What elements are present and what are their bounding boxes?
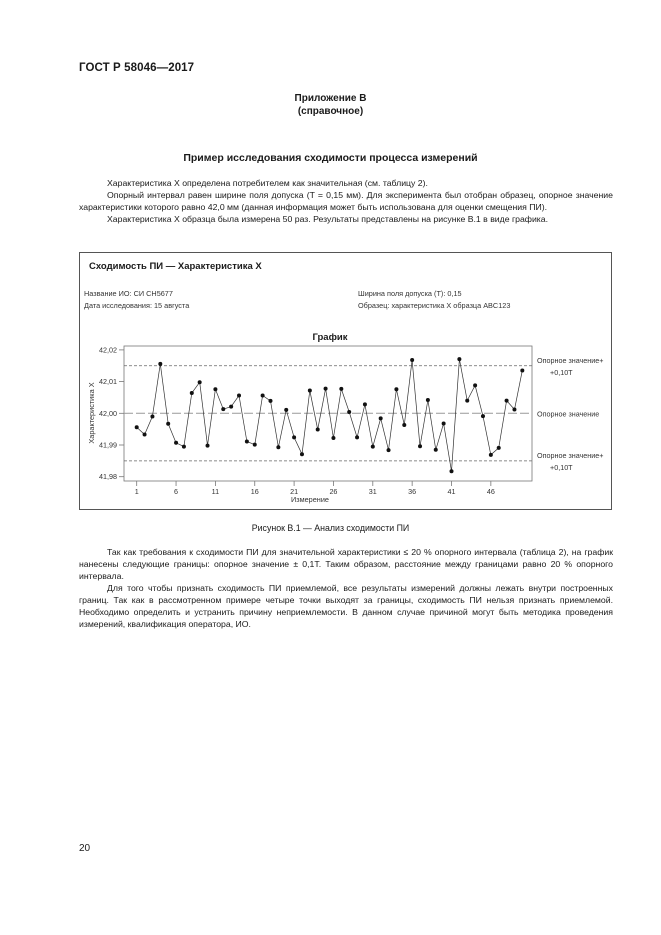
data-point (174, 441, 178, 445)
reference-label: Опорное значение+ (537, 450, 604, 460)
data-point (497, 446, 501, 450)
data-point (347, 410, 351, 414)
sample-description: Образец: характеристика X образца ABC123 (358, 301, 511, 310)
appendix-title: Приложение В (294, 93, 367, 104)
y-tick-label: 42,02 (99, 345, 117, 355)
data-point (434, 448, 438, 452)
tolerance-width: Ширина поля допуска (T): 0,15 (358, 289, 462, 298)
x-tick-label: 36 (408, 487, 417, 496)
y-axis (99, 345, 124, 481)
x-axis-label: Измерение (291, 495, 329, 504)
y-tick-label: 41,98 (99, 472, 117, 482)
data-point (206, 444, 210, 448)
x-axis (135, 481, 495, 496)
data-point (261, 394, 265, 398)
x-tick-label: 31 (368, 487, 377, 496)
data-point (465, 399, 469, 403)
data-point (402, 423, 406, 427)
reference-label: +0,10T (550, 462, 573, 472)
figure-caption: Рисунок В.1 — Анализ сходимости ПИ (251, 523, 410, 533)
page-number: 20 (79, 843, 91, 854)
data-point (292, 435, 296, 439)
section-title: Пример исследования сходимости процесса измерений (183, 152, 478, 164)
data-point (442, 421, 446, 425)
data-point (489, 453, 493, 457)
data-point (308, 388, 312, 392)
x-tick-label: 16 (250, 487, 259, 496)
data-point (426, 398, 430, 402)
data-point (410, 358, 414, 362)
data-point (331, 436, 335, 440)
data-point (198, 380, 202, 384)
x-tick-label: 11 (211, 487, 220, 496)
reference-lines (124, 356, 603, 472)
figure-box-title: Сходимость ПИ — Характеристика X (89, 261, 262, 272)
data-point (237, 394, 241, 398)
standard-designation: ГОСТ Р 58046—2017 (79, 62, 195, 74)
conclusion-paragraph: Так как требования к сходимости ПИ для значительной характеристики ≤ 20 % опорного интервала (таблица 2), на график нанесены следующие границы: опорное значение ± 0,1T. Таким образом, расстояние между границами равно 20 % опорного интервала. (79, 547, 613, 581)
data-point (253, 443, 257, 447)
data-series (135, 357, 525, 473)
x-tick-label: 46 (486, 487, 495, 496)
reference-label: Опорное значение+ (537, 355, 604, 365)
series-line (137, 359, 523, 471)
data-point (418, 444, 422, 448)
data-point (324, 387, 328, 391)
data-point (450, 469, 454, 473)
reference-label: +0,10T (550, 367, 573, 377)
data-point (512, 407, 516, 411)
data-point (379, 416, 383, 420)
x-tick-label: 41 (447, 487, 456, 496)
data-point (143, 433, 147, 437)
data-point (394, 387, 398, 391)
data-point (316, 427, 320, 431)
chart-title: График (312, 332, 348, 343)
x-tick-label: 6 (174, 487, 179, 496)
data-point (457, 357, 461, 361)
data-point (481, 414, 485, 418)
data-point (339, 387, 343, 391)
intro-paragraph: Опорный интервал равен ширине поля допуска (T = 0,15 мм). Для эксперимента был отобран образец, опорное значение характеристики которого равно 42,0 мм (данная информация может быть использована для оценки смещения ПИ). (79, 190, 613, 212)
intro-paragraph: Характеристика X определена потребителем как значительная (см. таблицу 2). (107, 178, 428, 188)
data-point (150, 414, 154, 418)
data-point (355, 435, 359, 439)
data-point (229, 405, 233, 409)
y-axis-label: Характеристика X (87, 382, 96, 444)
data-point (190, 391, 194, 395)
data-point (158, 362, 162, 366)
data-point (505, 399, 509, 403)
data-point (166, 422, 170, 426)
conclusion-text (79, 546, 613, 630)
data-point (363, 402, 367, 406)
conclusion-paragraph: Для того чтобы признать сходимость ПИ приемлемой, все результаты измерений должны лежать внутри построенных границ. Так как в рассмотренном примере четыре точки выходят за границы, сходимость ПИ нельзя признать приемлемой. Необходимо определить и устранить причину неприемлемости. В данном случае причиной могут быть методика проведения измерений, квалификация оператора, ИО. (79, 583, 613, 629)
x-tick-label: 1 (134, 487, 139, 496)
reference-label: Опорное значение (537, 409, 600, 419)
data-point (300, 452, 304, 456)
instrument-name: Название ИО: СИ СН5677 (84, 289, 173, 298)
x-tick-label: 21 (290, 487, 299, 496)
intro-paragraph: Характеристика X образца была измерена 50 раз. Результаты представлены на рисунке В.1 в виде графика. (107, 214, 549, 224)
data-point (135, 425, 139, 429)
data-point (276, 445, 280, 449)
data-point (520, 369, 524, 373)
data-point (213, 387, 217, 391)
data-point (221, 407, 225, 411)
data-point (245, 440, 249, 444)
study-date: Дата исследования: 15 августа (84, 301, 190, 310)
y-tick-label: 42,00 (99, 408, 117, 418)
y-tick-label: 42,01 (99, 377, 117, 387)
data-point (473, 383, 477, 387)
y-tick-label: 41,99 (99, 440, 117, 450)
data-point (268, 399, 272, 403)
data-point (387, 448, 391, 452)
data-point (182, 445, 186, 449)
data-point (371, 445, 375, 449)
x-tick-label: 26 (329, 487, 338, 496)
appendix-subtitle: (справочное) (297, 106, 364, 117)
data-point (284, 408, 288, 412)
